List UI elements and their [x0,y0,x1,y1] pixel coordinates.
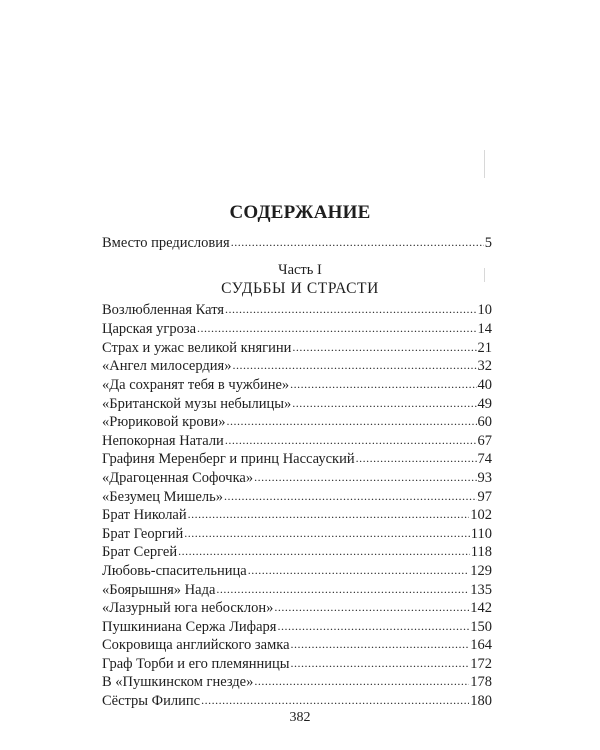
scan-mark [484,150,485,178]
toc-entry-title: «Ангел милосердия» [102,358,232,374]
toc-entry-title: Вместо предисловия [102,235,230,251]
part-label: Часть I [278,262,322,278]
toc-entry-page: 110 [470,526,492,542]
toc-entry [102,618,492,636]
toc-entry [102,357,492,375]
toc-entry [102,413,492,431]
leader-dots [248,561,470,579]
toc-entry [102,673,492,691]
toc-entry-page: 60 [477,414,492,430]
leader-dots [254,672,469,690]
toc-entry-title: Брат Николай [102,507,187,523]
toc-entry [102,432,492,450]
toc-entry [102,339,492,357]
toc-entry-title: «Драгоценная Софочка» [102,470,254,486]
toc-entry [102,488,492,506]
toc-entry-page: 74 [477,451,492,467]
toc-entry-title: «Лазурный юга небосклон» [102,600,274,616]
toc-entry-page: 10 [477,302,492,318]
toc-entry-title: Брат Сергей [102,544,178,560]
leader-dots [274,598,469,616]
page-number: 382 [289,710,311,725]
leader-dots [201,691,469,709]
leader-dots [188,505,470,523]
leader-dots [291,635,470,653]
leader-dots [292,394,476,412]
toc-entry [102,506,492,524]
leader-dots [225,431,477,449]
toc-entry-page: 49 [477,396,492,412]
leader-dots [197,319,476,337]
toc-entry-page: 67 [477,433,492,449]
leader-dots [216,580,469,598]
toc-entry-page: 32 [477,358,492,374]
leader-dots [277,617,469,635]
leader-dots [292,338,476,356]
toc-entry-page: 164 [470,637,492,653]
toc-heading: СОДЕРЖАНИЕ [229,202,371,223]
toc-entry [102,301,492,319]
toc-entry [102,692,492,710]
toc-entry [102,581,492,599]
toc-entry-title: Граф Торби и его племянницы [102,656,290,672]
toc-entry-title: Непокорная Натали [102,433,224,449]
toc-entry-page: 129 [470,563,492,579]
toc-entry [102,376,492,394]
toc-entry-page: 150 [470,619,492,635]
toc-entry-title: Возлюбленная Катя [102,302,225,318]
toc-entry-title: «Британской музы небылицы» [102,396,292,412]
toc-entry-page: 5 [484,235,492,251]
toc-entry [102,469,492,487]
toc-entry-title: Графиня Меренберг и принц Нассауский [102,451,355,467]
toc-entry-title: Брат Георгий [102,526,184,542]
toc-entry-preface [102,234,492,252]
toc-entry-title: «Боярышня» Нада [102,582,216,598]
toc-entry [102,450,492,468]
leader-dots [254,468,476,486]
toc-entry-page: 102 [470,507,492,523]
toc-entry-page: 142 [470,600,492,616]
toc-entry-title: Сокровища английского замка [102,637,290,653]
leader-dots [178,542,470,560]
leader-dots [231,233,484,251]
toc-entry [102,562,492,580]
toc-entry [102,395,492,413]
toc-entry-page: 172 [470,656,492,672]
leader-dots [227,412,477,430]
toc-entry-page: 93 [477,470,492,486]
toc-entry [102,525,492,543]
toc-entry-page: 14 [477,321,492,337]
toc-entry [102,636,492,654]
toc-entry-title: «Да сохранят тебя в чужбине» [102,377,290,393]
toc-entry-page: 21 [477,340,492,356]
toc-entry [102,655,492,673]
toc-entry-page: 135 [470,582,492,598]
toc-entry-page: 97 [477,489,492,505]
leader-dots [232,356,476,374]
toc-entry-title: Любовь-спасительница [102,563,247,579]
part-title: СУДЬБЫ И СТРАСТИ [221,280,379,297]
toc-entry-title: Страх и ужас великой княгини [102,340,292,356]
toc-entry [102,320,492,338]
toc-entry-page: 180 [470,693,492,709]
toc-entry-title: Царская угроза [102,321,197,337]
toc-entry-title: В «Пушкинском гнезде» [102,674,254,690]
leader-dots [225,300,476,318]
toc-entry-page: 40 [477,377,492,393]
toc-entry-page: 178 [470,674,492,690]
leader-dots [291,654,470,672]
toc-entry [102,543,492,561]
toc-entry [102,599,492,617]
leader-dots [184,524,470,542]
toc-entry-title: Пушкиниана Сержа Лифаря [102,619,277,635]
toc-entry-page: 118 [470,544,492,560]
toc-entry-title: Сёстры Филипс [102,693,201,709]
toc-entry-title: «Безумец Мишель» [102,489,224,505]
toc-entry-title: «Рюриковой крови» [102,414,226,430]
leader-dots [356,449,477,467]
leader-dots [224,487,476,505]
leader-dots [290,375,476,393]
